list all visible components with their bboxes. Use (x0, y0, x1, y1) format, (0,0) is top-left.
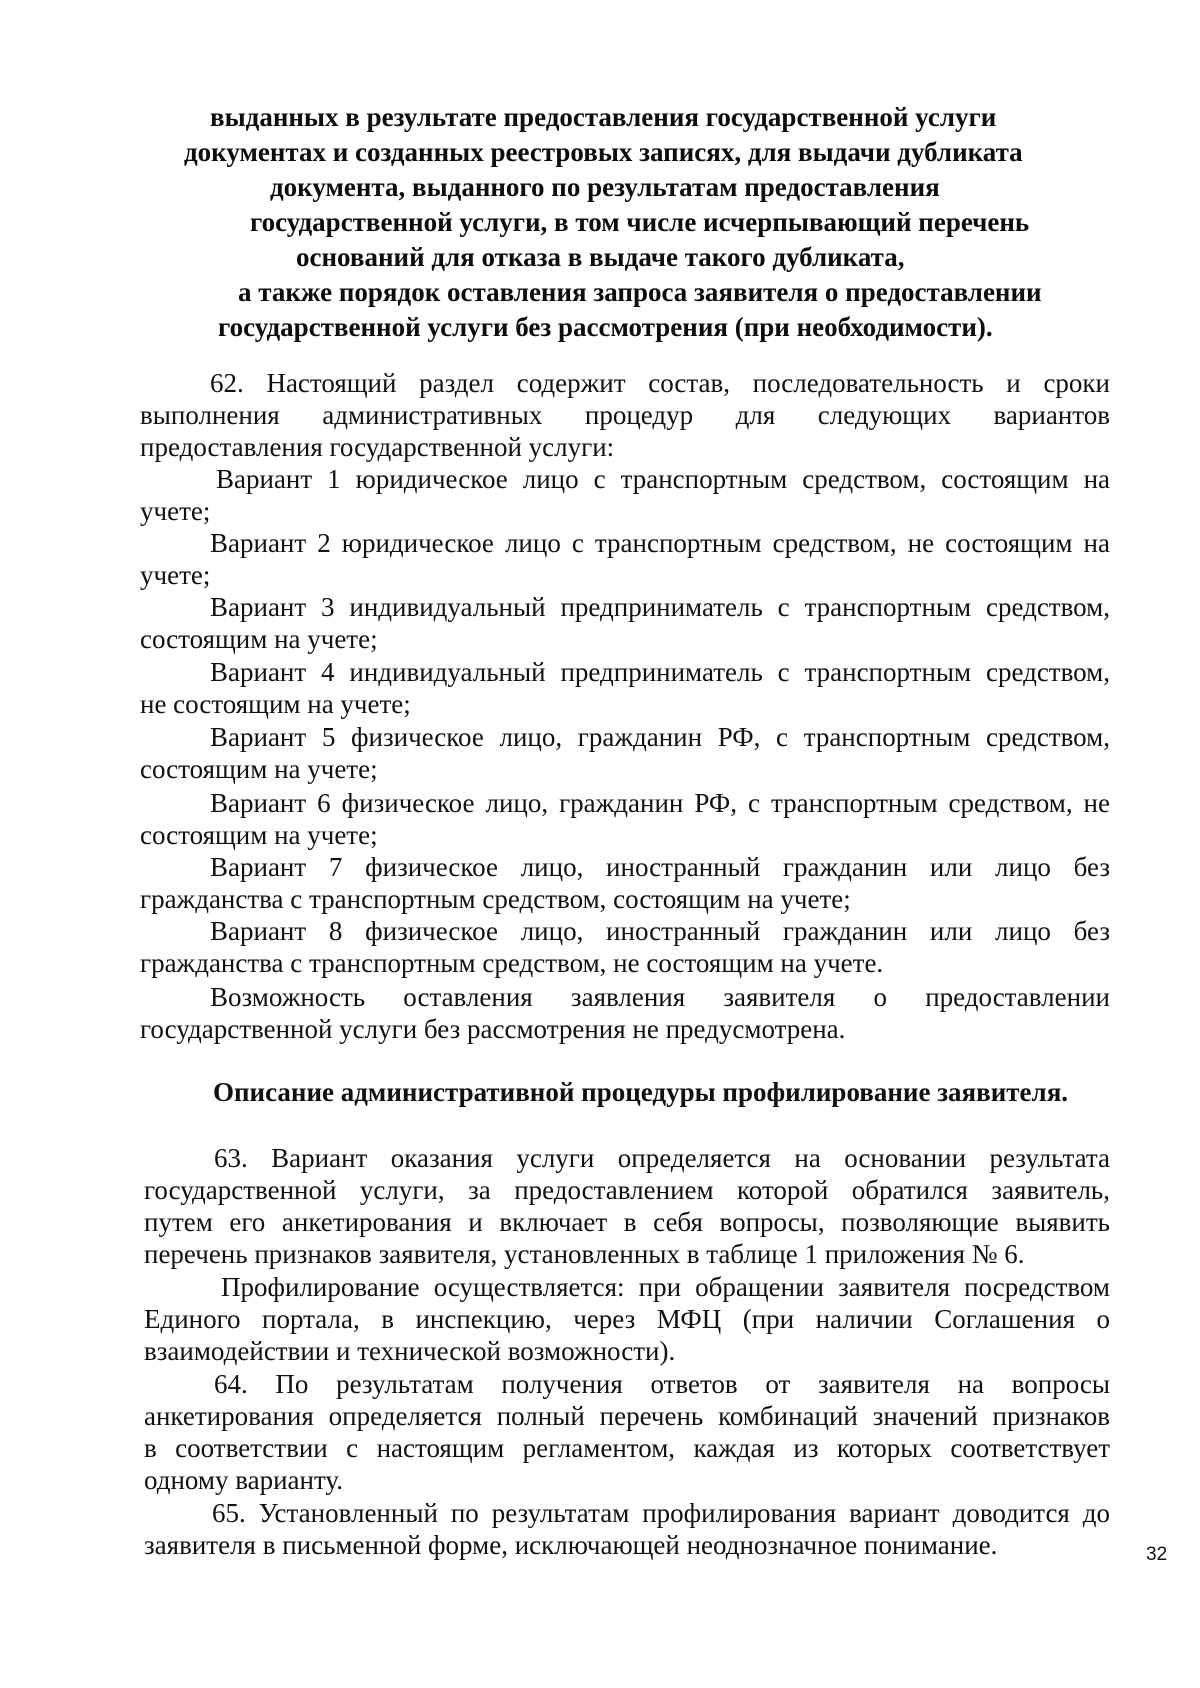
variant-8-line-1: Вариант 8 физическое лицо, иностранный гражданин или лицо без (210, 916, 1110, 946)
p63-line-3: путем его анкетирования и включает в себя вопросы, позволяющие выявить (144, 1207, 1110, 1237)
heading-line-5: оснований для отказа в выдаче такого дубликата, (296, 242, 905, 272)
variant-7-line-1: Вариант 7 физическое лицо, иностранный гражданин или лицо без (210, 852, 1110, 882)
heading-line-2: документах и созданных реестровых записях, для выдачи дубликата (184, 137, 1023, 167)
variant-2-line-1: Вариант 2 юридическое лицо с транспортным средством, не состоящим на (210, 528, 1110, 558)
p65-line-1: 65. Установленный по результатам профилирования вариант доводится до (212, 1498, 1110, 1528)
p64-line-3: в соответствии с настоящим регламентом, каждая из которых соответствует (144, 1433, 1110, 1463)
variants-note-line-2: государственной услуги без рассмотрения не предусмотрена. (140, 1014, 846, 1044)
heading-line-3: документа, выданного по результатам предоставления (270, 172, 940, 202)
variant-7-line-2: гражданства с транспортным средством, состоящим на учете; (140, 884, 851, 914)
variant-5-line-2: состоящим на учете; (140, 754, 378, 784)
heading-line-4: государственной услуги, в том числе исчерпывающий перечень (250, 207, 1030, 237)
variant-1-line-1: Вариант 1 юридическое лицо с транспортным средством, состоящим на (216, 464, 1110, 494)
variant-6-line-2: состоящим на учете; (140, 820, 378, 850)
page-number: 32 (1146, 1544, 1168, 1565)
p63-line-4: перечень признаков заявителя, установленных в таблице 1 приложения № 6. (144, 1239, 1025, 1269)
variant-5-line-1: Вариант 5 физическое лицо, гражданин РФ, с транспортным средством, (210, 722, 1110, 752)
variant-4-line-1: Вариант 4 индивидуальный предприниматель с транспортным средством, (210, 657, 1110, 687)
p62-line-3: предоставления государственной услуги: (140, 432, 615, 462)
p62-line-1: 62. Настоящий раздел содержит состав, последовательность и сроки (210, 368, 1110, 398)
profiling-line-3: взаимодействии и технической возможности). (144, 1336, 676, 1366)
p64-line-4: одному варианту. (144, 1465, 343, 1495)
heading-line-7: государственной услуги без рассмотрения (при необходимости). (218, 312, 993, 342)
variant-2-line-2: учете; (140, 560, 211, 590)
variant-4-line-2: не состоящим на учете; (140, 689, 411, 719)
variant-3-line-1: Вариант 3 индивидуальный предприниматель с транспортным средством, (210, 592, 1110, 622)
variant-3-line-2: состоящим на учете; (140, 624, 378, 654)
p63-line-1: 63. Вариант оказания услуги определяется на основании результата (214, 1143, 1110, 1173)
profiling-line-2: Единого портала, в инспекцию, через МФЦ (при наличии Соглашения о (144, 1304, 1110, 1334)
heading-line-6: а также порядок оставления запроса заявителя о предоставлении (238, 277, 1042, 307)
p65-line-2: заявителя в письменной форме, исключающей неоднозначное понимание. (144, 1530, 998, 1560)
variants-note-line-1: Возможность оставления заявления заявителя о предоставлении (210, 982, 1110, 1012)
p64-line-1: 64. По результатам получения ответов от заявителя на вопросы (214, 1369, 1110, 1399)
heading-line-1: выданных в результате предоставления государственной услуги (210, 102, 997, 132)
p63-line-2: государственной услуги, за предоставлением которой обратился заявитель, (144, 1175, 1110, 1205)
p62-line-2: выполнения административных процедур для следующих вариантов (140, 400, 1110, 430)
variant-8-line-2: гражданства с транспортным средством, не состоящим на учете. (140, 948, 884, 978)
variant-1-line-2: учете; (140, 496, 211, 526)
profiling-line-1: Профилирование осуществляется: при обращении заявителя посредством (221, 1272, 1110, 1302)
section-title: Описание административной процедуры профилирование заявителя. (213, 1077, 1069, 1107)
variant-6-line-1: Вариант 6 физическое лицо, гражданин РФ, с транспортным средством, не (210, 788, 1110, 818)
p64-line-2: анкетирования определяется полный перечень комбинаций значений признаков (144, 1401, 1110, 1431)
